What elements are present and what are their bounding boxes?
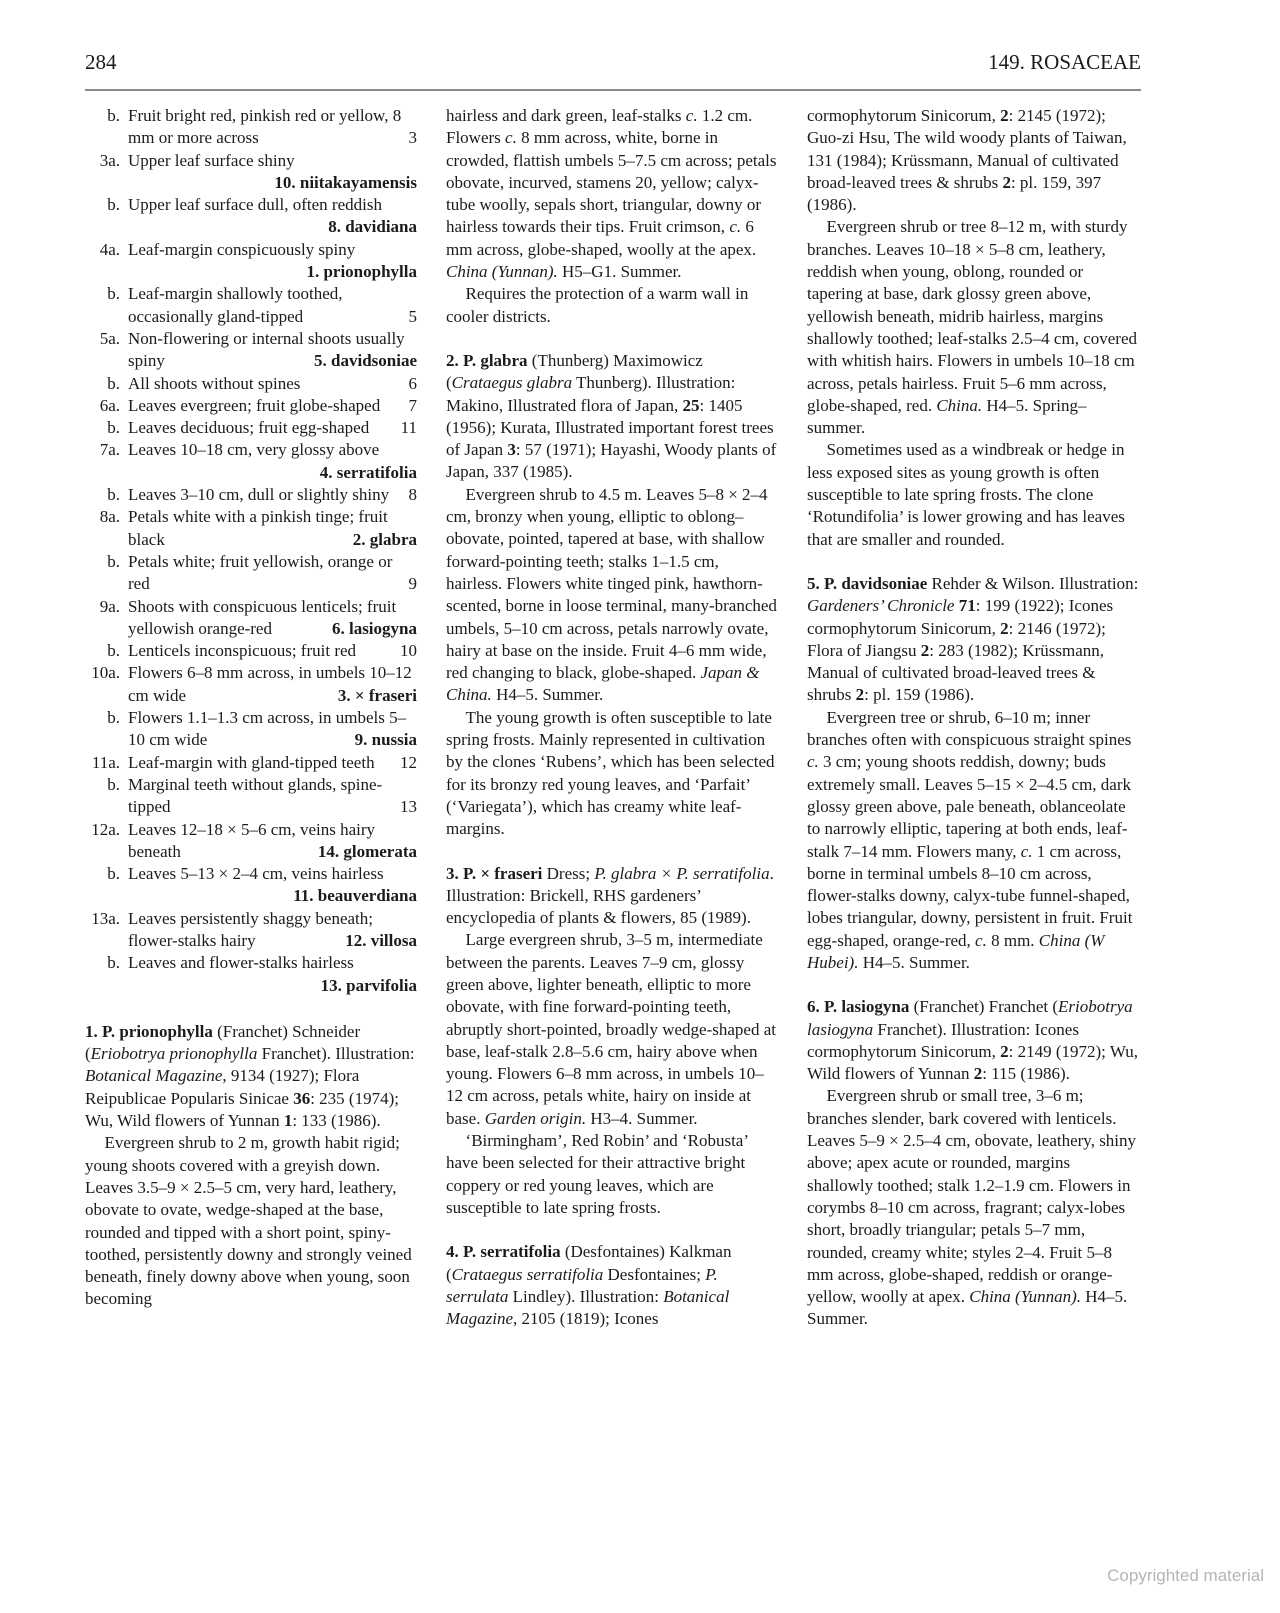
- key-entry-label: 8a.: [99, 507, 120, 527]
- paragraph: 6. P. lasiogyna (Franchet) Franchet (Eriobotrya lasiogyna Franchet). Illustration: Icones cormophytorum Sinicorum, 2: 2149 (1972); Wu, Wild flowers of Yunnan 2: 115 (1986).: [807, 997, 1138, 1084]
- key-entry: [85, 596, 417, 641]
- column-1-articles: [85, 1021, 417, 1311]
- key-entry-text: Leaves evergreen; fruit globe-shaped: [128, 395, 381, 415]
- key-entry: [85, 819, 417, 864]
- key-entry-ref: 8: [408, 485, 417, 505]
- key-entry-ref: 11. beauverdiana: [293, 886, 417, 906]
- key-entry-text: Leaves and flower-stalks hairless: [128, 953, 354, 973]
- paragraph: Requires the protection of a warm wall in cooler districts.: [446, 284, 749, 326]
- key-entry: [85, 417, 417, 439]
- key-entry: [85, 439, 417, 484]
- key-entry-ref: 12: [400, 752, 417, 772]
- key-entry: [85, 640, 417, 662]
- paragraph: hairless and dark green, leaf-stalks c. 1.2 cm. Flowers c. 8 mm across, white, borne in crowded, flattish umbels 5–7.5 cm across; petals obovate, incurved, stamens 20, yellow; calyx-tube woolly, sepals short, triangular, downy or hairless towards their tips. Fruit crimson, c. 6 mm across, globe-shaped, woolly at the apex. China (Yunnan). H5–G1. Summer.: [446, 106, 777, 282]
- key-entry-text: Leaves 3–10 cm, dull or slightly shiny: [128, 485, 390, 505]
- paragraph: Evergreen tree or shrub, 6–10 m; inner branches often with conspicuous straight spines c. 3 cm; young shoots reddish, downy; buds extremely small. Leaves 5–15 × 2–4.5 cm, dark glossy green above, pale beneath, oblanceolate to narrowly elliptic, tapering at both ends, leaf-stalk 7–14 mm. Flowers many, c. 1 cm across, borne in terminal umbels 8–10 cm across, flower-stalks downy, calyx-tube funnel-shaped, lobes triangular, downy, persistent in fruit. Fruit egg-shaped, orange-red, c. 8 mm. China (W Hubei). H4–5. Summer.: [807, 707, 1133, 972]
- key-entry-label: 5a.: [99, 328, 120, 348]
- key-entry-ref: 2. glabra: [352, 529, 417, 549]
- key-entry: [85, 774, 417, 819]
- key-entry-label: b.: [107, 373, 120, 393]
- key-entry-label: b.: [107, 418, 120, 438]
- paragraph: ‘Birmingham’, Red Robin’ and ‘Robusta’ have been selected for their attractive bright coppery or red young leaves, which are susceptible to late spring frosts.: [446, 1131, 748, 1217]
- key-entry-ref: 4. serratifolia: [319, 462, 417, 482]
- key-entry: [85, 373, 417, 395]
- key-entry-text: Flowers 1.1–1.3 cm across, in umbels 5–10 cm wide: [128, 708, 407, 750]
- key-entry-ref: 13. parvifolia: [320, 975, 417, 995]
- section-title: 149. ROSACEAE: [988, 50, 1141, 74]
- key-entry-ref: 9: [408, 574, 417, 594]
- paragraph: 1. P. prionophylla (Franchet) Schneider (Eriobotrya prionophylla Franchet). Illustration: Botanical Magazine, 9134 (1927); Flora Reipublicae Popularis Sinicae 36: 235 (1974); Wu, Wild flowers of Yunnan 1: 133 (1986).: [85, 1021, 415, 1131]
- key-entry: [85, 484, 417, 506]
- key-entry: [85, 707, 417, 752]
- key-entry-label: b.: [107, 864, 120, 884]
- key-entry-ref: 5. davidsoniae: [314, 351, 417, 371]
- key-entry: [85, 395, 417, 417]
- key-entry-label: 12a.: [91, 819, 120, 839]
- paragraph: 5. P. davidsoniae Rehder & Wilson. Illustration: Gardeners’ Chronicle 71: 199 (1922); Icones cormophytorum Sinicorum, 2: 2146 (1972); Flora of Jiangsu 2: 283 (1982); Krüssmann, Manual of cultivated broad-leaved trees & shrubs 2: pl. 159 (1986).: [807, 573, 1139, 705]
- key-entry-label: b.: [107, 641, 120, 661]
- column-3: [807, 105, 1139, 1331]
- key-entry-label: 13a.: [91, 908, 120, 928]
- key-entry-label: 6a.: [99, 395, 120, 415]
- key-entry-text: Fruit bright red, pinkish red or yellow, 8 mm or more across: [128, 106, 402, 148]
- header-divider: [85, 89, 1141, 91]
- key-entry-ref: 6: [408, 373, 417, 393]
- paragraph: Evergreen shrub or tree 8–12 m, with sturdy branches. Leaves 10–18 × 5–8 cm, leathery, reddish when young, oblong, rounded or tapering at base, dark glossy green above, yellowish beneath, midrib hairless, margins shallowly toothed; leaf-stalks 2.5–4 cm, covered with whitish hairs. Flowers in umbels 10–18 cm across, petals hairless. Fruit 5–6 mm across, globe-shaped, red. China. H4–5. Spring–summer.: [807, 217, 1137, 438]
- key-entry-text: Leaves persistently shaggy beneath; flower-stalks hairy: [128, 908, 374, 950]
- key-entry: [85, 194, 417, 239]
- key-entry: [85, 551, 417, 596]
- key-entry-label: b.: [107, 106, 120, 125]
- paragraph: 2. P. glabra (Thunberg) Maximowicz (Crataegus glabra Thunberg). Illustration: Makino, Illustrated flora of Japan, 25: 1405 (1956); Kurata, Illustrated important forest trees of Japan 3: 57 (1971); Hayashi, Woody plants of Japan, 337 (1985).: [446, 350, 777, 482]
- key-entry-ref: 9. nussia: [354, 730, 417, 750]
- key-entry: [85, 239, 417, 284]
- paragraph: Evergreen shrub to 2 m, growth habit rigid; young shoots covered with a greyish down. Leaves 3.5–9 × 2.5–5 cm, very hard, leathery, obovate to ovate, wedge-shaped at the base, rounded and tipped with a short point, spiny-toothed, persistently downy and strongly veined beneath, finely downy above when young, soon becoming: [85, 1133, 412, 1309]
- paragraph: Evergreen shrub or small tree, 3–6 m; branches slender, bark covered with lenticels. Leaves 5–9 × 2.5–4 cm, obovate, leathery, shiny above; apex acute or rounded, margins shallowly toothed; stalk 1.2–1.9 cm. Flowers in corymbs 8–10 cm across, fragrant; calyx-lobes short, broadly triangular; petals 5–7 mm, rounded, creamy white; styles 2–4. Fruit 5–8 mm across, globe-shaped, reddish or orange-yellow, woolly at apex. China (Yunnan). H4–5. Summer.: [807, 1086, 1137, 1329]
- key-entry-label: b.: [107, 953, 120, 973]
- text-columns: [85, 105, 1141, 1331]
- key-entry-ref: 7: [408, 395, 417, 415]
- key-entry-text: Leaf-margin conspicuously spiny: [128, 239, 356, 259]
- paragraph: 4. P. serratifolia (Desfontaines) Kalkman (Crataegus serratifolia Desfontaines; P. serrulata Lindley). Illustration: Botanical Magazine, 2105 (1819); Icones: [446, 1242, 732, 1329]
- key-entry-label: b.: [107, 195, 120, 215]
- key-entry-label: b.: [107, 708, 120, 728]
- key-entry-label: 10a.: [91, 663, 120, 683]
- key-entry-ref: 12. villosa: [345, 930, 417, 950]
- key-entry-text: Leaves 10–18 cm, very glossy above: [128, 440, 380, 460]
- key-entry-text: All shoots without spines: [128, 373, 301, 393]
- key-entry-label: b.: [107, 551, 120, 571]
- key-entry-text: Leaves 12–18 × 5–6 cm, veins hairy beneath: [128, 819, 376, 861]
- paragraph: The young growth is often susceptible to late spring frosts. Mainly represented in cultivation by the clones ‘Rubens’, which has been selected for its bronzy red young leaves, and ‘Parfait’ (‘Variegata’), which has creamy white leaf-margins.: [446, 707, 775, 839]
- key-entry-ref: 11: [400, 418, 417, 438]
- key-entry: [85, 752, 417, 774]
- key-entry-text: Leaf-margin with gland-tipped teeth: [128, 752, 375, 772]
- key-entry-ref: 3. × fraseri: [337, 685, 417, 705]
- key-entry-label: b.: [107, 485, 120, 505]
- key-entry: [85, 662, 417, 707]
- key-entry: [85, 150, 417, 195]
- key-entry-text: Leaf-margin shallowly toothed, occasionally gland-tipped: [128, 284, 343, 326]
- paragraph: 3. P. × fraseri Dress; P. glabra × P. serratifolia. Illustration: Brickell, RHS gardeners’ encyclopedia of plants & flowers, 85 (1989).: [446, 863, 774, 928]
- key-entry-label: b.: [107, 774, 120, 794]
- key-entry: [85, 863, 417, 908]
- key-entry-text: Upper leaf surface dull, often reddish: [128, 195, 382, 215]
- column-2: [446, 105, 778, 1331]
- identification-key: [85, 105, 417, 997]
- key-entry-ref: 1. prionophylla: [306, 262, 417, 282]
- copyright-watermark: Copyrighted material: [1107, 1566, 1264, 1585]
- key-entry-text: Flowers 6–8 mm across, in umbels 10–12 cm wide: [128, 663, 412, 705]
- key-entry: [85, 908, 417, 953]
- key-entry: [85, 506, 417, 551]
- key-entry: [85, 952, 417, 997]
- key-entry-text: Lenticels inconspicuous; fruit red: [128, 641, 357, 661]
- key-entry-text: Leaves 5–13 × 2–4 cm, veins hairless: [128, 864, 384, 884]
- page-number: 284: [85, 50, 117, 74]
- key-entry-label: 3a.: [99, 150, 120, 170]
- column-1: [85, 105, 417, 1331]
- key-entry-label: b.: [107, 284, 120, 304]
- paragraph: Evergreen shrub to 4.5 m. Leaves 5–8 × 2–4 cm, bronzy when young, elliptic to oblong–obovate, pointed, tapered at base, with shallow forward-pointing teeth; stalks 1–1.5 cm, hairless. Flowers white tinged pink, hawthorn-scented, borne in loose terminal, many-branched umbels, 5–10 cm across, petals narrowly ovate, hairy at base on the inside. Fruit 4–6 mm wide, red changing to black, globe-shaped. Japan & China. H4–5. Summer.: [446, 484, 777, 705]
- key-entry-ref: 3: [408, 128, 417, 148]
- paragraph: Sometimes used as a windbreak or hedge in less exposed sites as young growth is often susceptible to late spring frosts. The clone ‘Rotundifolia’ is lower growing and has leaves that are smaller and rounded.: [807, 440, 1125, 549]
- column-3-articles: [807, 105, 1139, 1331]
- page-content: [85, 50, 1141, 1331]
- key-entry: [85, 283, 417, 328]
- key-entry-label: 7a.: [99, 440, 120, 460]
- page-header: [85, 50, 1141, 75]
- key-entry-text: Upper leaf surface shiny: [128, 150, 295, 170]
- key-entry-label: 11a.: [91, 752, 120, 772]
- key-entry-text: Petals white; fruit yellowish, orange or red: [128, 551, 393, 594]
- key-entry-text: Shoots with conspicuous lenticels; fruit yellowish orange-red: [128, 596, 397, 638]
- key-entry-text: Leaves deciduous; fruit egg-shaped: [128, 418, 370, 438]
- key-entry-ref: 5: [408, 306, 417, 326]
- key-entry-ref: 10. niitakayamensis: [274, 172, 417, 192]
- key-entry: [85, 328, 417, 373]
- key-entry-ref: 6. lasiogyna: [331, 618, 417, 638]
- key-entry-ref: 13: [400, 797, 417, 817]
- key-entry-text: Petals white with a pinkish tinge; fruit black: [128, 507, 388, 549]
- key-entry-label: 4a.: [99, 239, 120, 259]
- key-entry-ref: 10: [400, 641, 417, 661]
- key-entry-text: Marginal teeth without glands, spine-tipped: [128, 774, 383, 817]
- key-entry-ref: 8. davidiana: [328, 217, 417, 237]
- key-entry-text: Non-flowering or internal shoots usually spiny: [128, 328, 405, 371]
- key-entry-ref: 14. glomerata: [317, 841, 417, 861]
- key-entry-label: 9a.: [99, 596, 120, 616]
- column-2-articles: [446, 105, 778, 1330]
- key-entry: [85, 105, 417, 150]
- paragraph: Large evergreen shrub, 3–5 m, intermediate between the parents. Leaves 7–9 cm, glossy green above, lighter beneath, elliptic to more obovate, with fine forward-pointing teeth, abruptly short-pointed, broadly wedge-shaped at base, leaf-stalk 2.8–5.6 cm, hairy above when young. Flowers 6–8 mm across, in umbels 10–12 cm across, petals white, hairy on inside at base. Garden origin. H3–4. Summer.: [446, 930, 776, 1128]
- paragraph: cormophytorum Sinicorum, 2: 2145 (1972); Guo-zi Hsu, The wild woody plants of Taiwan, 131 (1984); Krüssmann, Manual of cultivated broad-leaved trees & shrubs 2: pl. 159, 397 (1986).: [807, 106, 1127, 215]
